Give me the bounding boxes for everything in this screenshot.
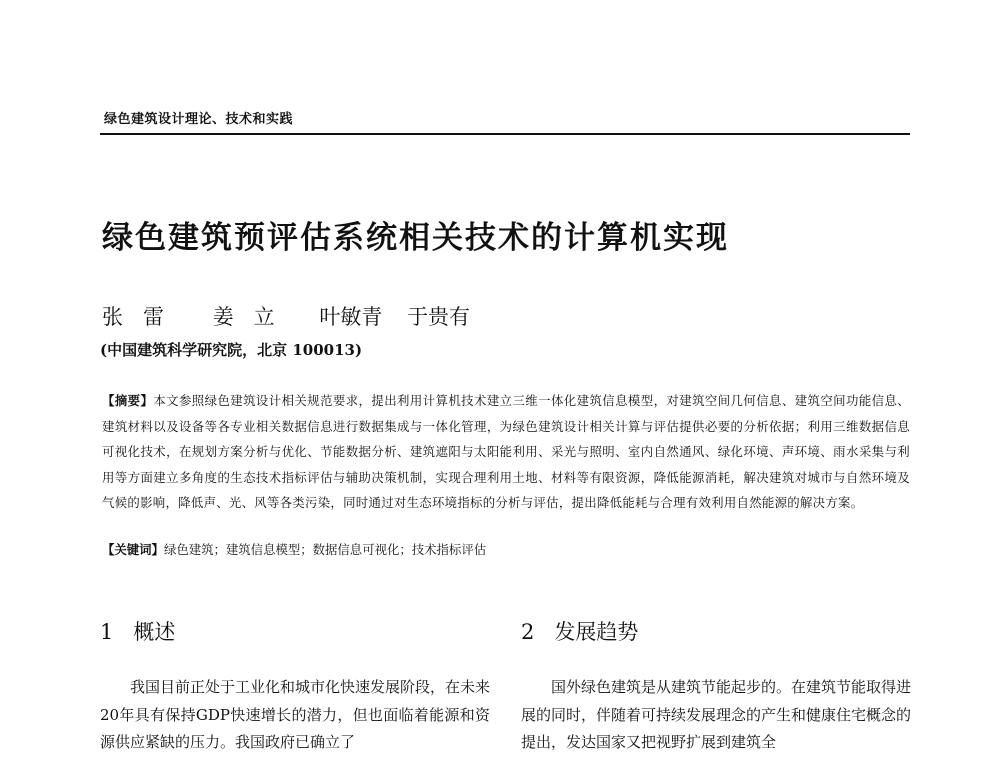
author-name: 叶敏青	[319, 305, 383, 329]
body-paragraph: 我国目前正处于工业化和城市化快速发展阶段，在未来20年具有保持GDP快速增长的潜力，但也面临着能源和资源供应紧缺的压力。我国政府已确立了	[100, 678, 491, 751]
running-header: 绿色建筑设计理论、技术和实践	[104, 112, 294, 127]
author-name: 于贵有	[407, 305, 471, 329]
author-name: 姜立	[212, 305, 295, 329]
header-rule	[100, 133, 910, 135]
abstract-text: 本文参照绿色建筑设计相关规范要求，提出利用计算机技术建立三维一体化建筑信息模型，对建筑空间几何信息、建筑空间功能信息、建筑材料以及设备等各专业相关数据信息进行数据集成与一体化管理，为绿色建筑设计相关计算与评估提供必要的分析依据；利用三维数据信息可视化技术，在规划方案分析与优化、节能数据分析、建筑遮阳与太阳能利用、采光与照明、室内自然通风、绿化环境、声环境、雨水采集与利用等方面建立多角度的生态技术指标评估与辅助决策机制，实现合理利用土地、材料等有限资源，降低能源消耗，解决建筑对城市与自然环境及气候的影响，降低声、光、风等各类污染，同时通过对生态环境指标的分析与评估，提出降低能耗与合理有效利用自然能源的解决方案。	[102, 393, 910, 511]
section-title: 概述	[133, 620, 176, 644]
body-paragraph: 国外绿色建筑是从建筑节能起步的。在建筑节能取得进展的同时，伴随着可持续发展理念的产生和健康住宅概念的提出，发达国家又把视野扩展到建筑全	[521, 678, 912, 751]
article-title: 绿色建筑预评估系统相关技术的计算机实现	[102, 220, 729, 256]
author-name: 张雷	[102, 305, 184, 329]
section-number: 1	[100, 620, 114, 644]
affiliation: (中国建筑科学研究院，北京 100013)	[100, 341, 363, 359]
keywords-text: 绿色建筑；建筑信息模型；数据信息可视化；技术指标评估	[163, 542, 487, 557]
section-heading	[100, 616, 175, 646]
abstract	[102, 388, 910, 516]
keywords	[102, 538, 910, 562]
keywords-label: 【关键词】	[102, 542, 164, 557]
author-list	[102, 301, 470, 331]
section-heading	[521, 616, 638, 646]
section-title: 发展趋势	[554, 620, 639, 644]
abstract-label: 【摘要】	[102, 393, 154, 408]
section-number: 2	[521, 620, 535, 644]
